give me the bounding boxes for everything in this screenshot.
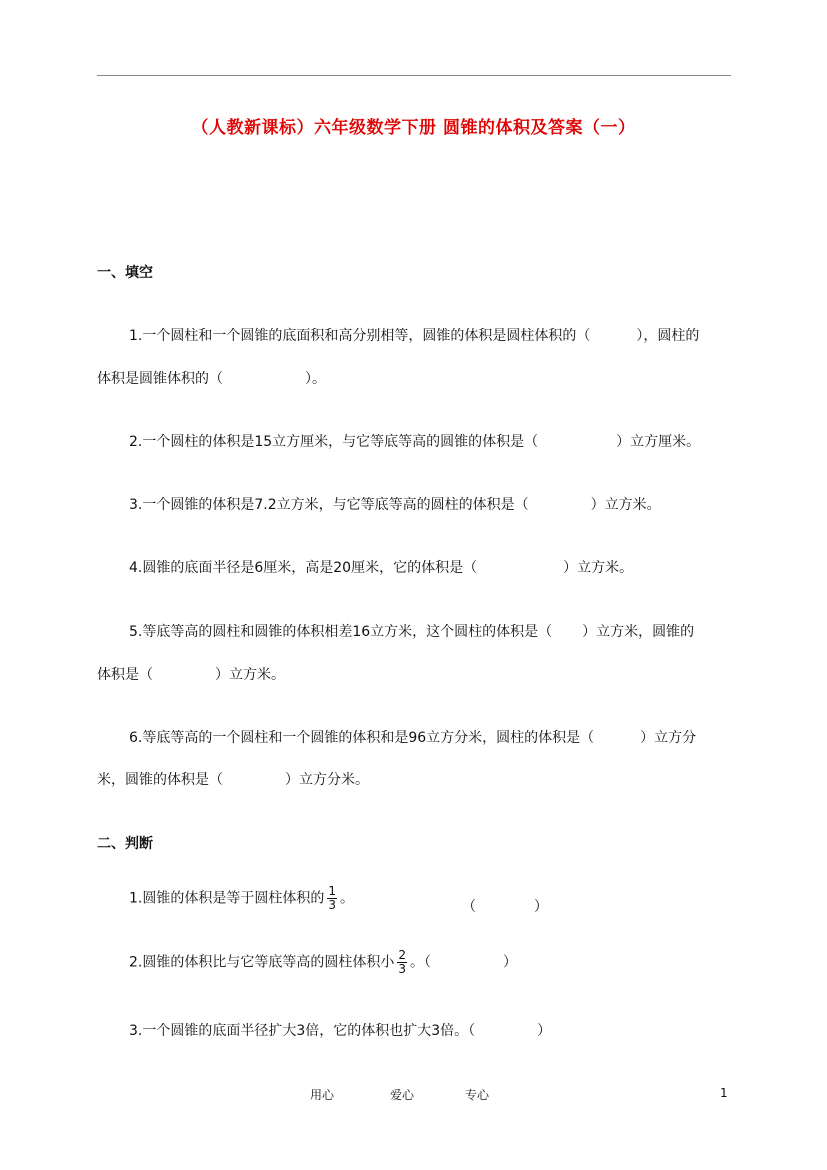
q5-text-a: 5.等底等高的圆柱和圆锥的体积相差16立方米，这个圆柱的体积是（	[129, 624, 553, 640]
j2-close-paren: ）	[503, 954, 517, 971]
question-5-line-1	[129, 621, 694, 641]
question-5-line-2	[97, 664, 285, 684]
q4-text-b: ）立方米。	[563, 560, 634, 576]
j2-numerator: 2	[398, 948, 406, 962]
j2-text-b: 。（	[410, 954, 431, 971]
q5-text-b: ）立方米，圆锥的	[582, 624, 695, 640]
q6-text-a: 6.等底等高的一个圆柱和一个圆锥的体积和是96立方分米，圆柱的体积是（	[129, 730, 595, 746]
question-2	[129, 431, 700, 451]
fraction-two-thirds	[397, 949, 407, 976]
page-number: 1	[720, 1086, 728, 1100]
fraction-one-third	[327, 885, 337, 912]
question-1-line-2	[97, 368, 326, 388]
q6-text-d: ）立方分米。	[285, 772, 369, 788]
j2-text-a: 2.圆锥的体积比与它等底等高的圆柱体积小	[129, 954, 395, 971]
j2-denominator: 3	[398, 962, 406, 976]
q3-text-a: 3.一个圆锥的体积是7.2立方米，与它等底等高的圆柱的体积是（	[129, 497, 529, 513]
judgment-1-answer	[462, 896, 548, 916]
question-3	[129, 494, 661, 514]
q3-text-b: ）立方米。	[590, 497, 661, 513]
judgment-2	[129, 949, 517, 976]
footer-left: 用心	[310, 1088, 335, 1102]
footer-right: 专心	[465, 1088, 490, 1102]
j1-close-paren: ）	[534, 899, 548, 915]
q1-text-c: 体积是圆锥体积的（	[97, 371, 223, 387]
q1-text-a: 1.一个圆柱和一个圆锥的底面积和高分别相等，圆锥的体积是圆柱体积的（	[129, 328, 591, 344]
q2-text-b: ）立方厘米。	[616, 434, 701, 450]
q5-text-d: ）立方米。	[215, 667, 285, 683]
page-title: （人教新课标）六年级数学下册 圆锥的体积及答案（一）	[191, 118, 636, 138]
question-1-line-1	[129, 325, 699, 345]
j1-open-paren: （	[462, 899, 476, 915]
q1-text-b: ），圆柱的	[636, 328, 700, 344]
header-rule	[97, 75, 731, 76]
question-4	[129, 557, 633, 577]
section-heading-fill-in: 一、填空	[97, 265, 153, 281]
q1-text-d: ）。	[305, 371, 326, 387]
q6-text-c: 米，圆锥的体积是（	[97, 772, 223, 788]
q2-text-a: 2.一个圆柱的体积是15立方厘米，与它等底等高的圆锥的体积是（	[129, 434, 539, 450]
j1-text-a: 1.圆锥的体积是等于圆柱体积的	[129, 890, 325, 907]
section-heading-true-false: 二、判断	[97, 836, 153, 852]
footer-middle: 爱心	[390, 1088, 415, 1102]
j1-numerator: 1	[328, 884, 336, 898]
judgment-3	[129, 1020, 551, 1040]
question-6-line-2	[97, 769, 369, 789]
judgment-1	[129, 885, 354, 912]
j1-denominator: 3	[328, 898, 336, 912]
j3-text-b: ）	[537, 1023, 552, 1039]
j1-text-b: 。	[340, 890, 354, 907]
q5-text-c: 体积是（	[97, 667, 153, 683]
q6-text-b: ）立方分	[640, 730, 697, 746]
j3-text-a: 3.一个圆锥的底面半径扩大3倍，它的体积也扩大3倍。（	[129, 1023, 476, 1039]
question-6-line-1	[129, 727, 696, 747]
q4-text-a: 4.圆锥的底面半径是6厘米，高是20厘米，它的体积是（	[129, 560, 478, 576]
